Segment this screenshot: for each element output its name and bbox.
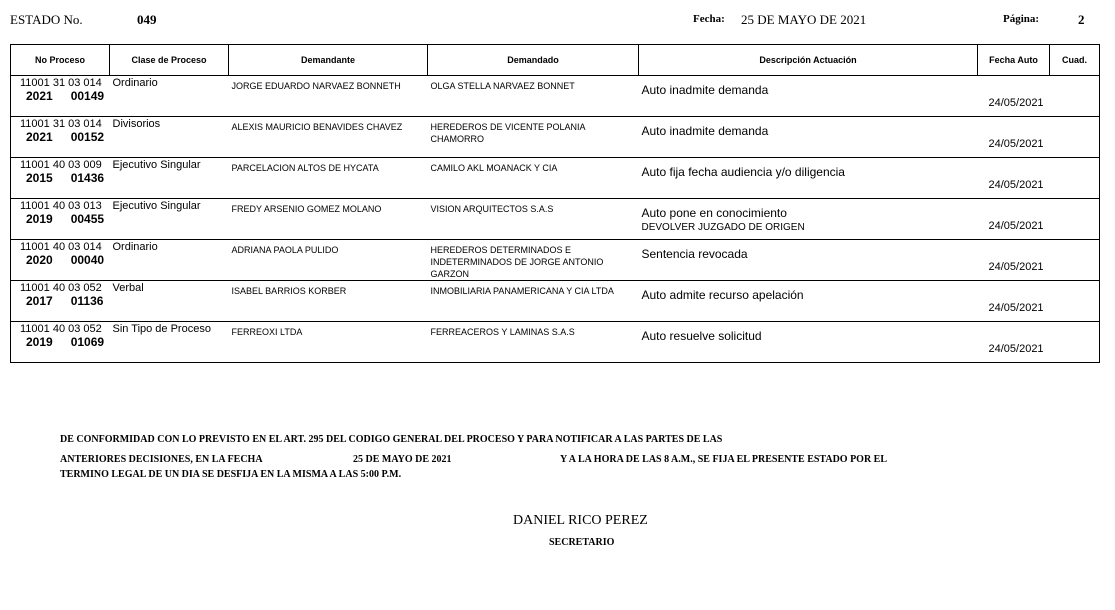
col-header-cuad: Cuad. bbox=[1050, 45, 1100, 76]
clase-text: Ordinario bbox=[112, 77, 158, 89]
demandante-text: JORGE EDUARDO NARVAEZ BONNETH bbox=[231, 81, 401, 91]
fecha-auto-text: 24/05/2021 bbox=[988, 261, 1044, 273]
proceso-number: 00152 bbox=[70, 130, 105, 144]
notice-line-2a: ANTERIORES DECISIONES, EN LA FECHA bbox=[60, 454, 263, 465]
demandado-text: HEREDEROS DETERMINADOS E INDETERMINADOS DE JORGE ANTONIO GARZON bbox=[430, 245, 604, 279]
notice-line-2c: Y A LA HORA DE LAS 8 A.M., SE FIJA EL PRESENTE ESTADO POR EL bbox=[560, 454, 888, 465]
proceso-year: 2019 bbox=[26, 335, 53, 349]
cuad-cell bbox=[1050, 158, 1100, 199]
cuad-cell bbox=[1050, 76, 1100, 117]
col-header-fecha-auto: Fecha Auto bbox=[978, 45, 1050, 76]
demandante-cell bbox=[229, 240, 428, 281]
table-row bbox=[11, 322, 1100, 363]
proceso-code: 11001 31 03 014 bbox=[20, 118, 102, 130]
clase-cell bbox=[110, 281, 229, 322]
proceso-number: 01436 bbox=[70, 171, 105, 185]
demandado-text: VISION ARQUITECTOS S.A.S bbox=[430, 204, 554, 214]
demandado-cell bbox=[428, 117, 639, 158]
demandante-text: PARCELACION ALTOS DE HYCATA bbox=[231, 163, 379, 173]
estado-label: ESTADO No. bbox=[10, 12, 83, 27]
fecha-auto-cell bbox=[978, 281, 1050, 322]
clase-cell bbox=[110, 199, 229, 240]
demandado-cell bbox=[428, 76, 639, 117]
proceso-year: 2019 bbox=[26, 212, 53, 226]
cuad-cell bbox=[1050, 240, 1100, 281]
demandado-text: INMOBILIARIA PANAMERICANA Y CIA LTDA bbox=[430, 286, 614, 296]
demandado-text: HEREDEROS DE VICENTE POLANIA CHAMORRO bbox=[430, 122, 586, 144]
signature-title: SECRETARIO bbox=[549, 537, 615, 548]
table-header-row bbox=[11, 45, 1100, 76]
col-header-demandado: Demandado bbox=[428, 45, 639, 76]
cuad-cell bbox=[1050, 281, 1100, 322]
proceso-year: 2020 bbox=[26, 253, 53, 267]
descripcion-text: Auto fija fecha audiencia y/o diligencia bbox=[641, 165, 845, 179]
descripcion-text: Auto admite recurso apelación bbox=[641, 288, 804, 302]
demandado-text: FERREACEROS Y LAMINAS S.A.S bbox=[430, 327, 575, 337]
table-row bbox=[11, 281, 1100, 322]
demandante-text: ADRIANA PAOLA PULIDO bbox=[231, 245, 339, 255]
clase-cell bbox=[110, 322, 229, 363]
descripcion-cell bbox=[639, 117, 978, 158]
demandado-cell bbox=[428, 158, 639, 199]
proceso-cell bbox=[11, 322, 110, 363]
fecha-auto-cell bbox=[978, 158, 1050, 199]
fecha-value: 25 DE MAYO DE 2021 bbox=[741, 12, 867, 27]
fecha-auto-cell bbox=[978, 322, 1050, 363]
demandante-text: FERREOXI LTDA bbox=[231, 327, 303, 337]
descripcion-text: Auto inadmite demanda bbox=[641, 83, 769, 97]
proceso-number: 01136 bbox=[70, 294, 104, 308]
demandante-cell bbox=[229, 76, 428, 117]
proceso-code: 11001 40 03 013 bbox=[20, 200, 102, 212]
descripcion-cell bbox=[639, 76, 978, 117]
notice-line-3: TERMINO LEGAL DE UN DIA SE DESFIJA EN LA MISMA A LAS 5:00 P.M. bbox=[60, 469, 402, 480]
clase-text: Divisorios bbox=[112, 118, 161, 130]
demandante-cell bbox=[229, 117, 428, 158]
notice-date: 25 DE MAYO DE 2021 bbox=[353, 454, 452, 465]
proceso-cell bbox=[11, 199, 110, 240]
cuad-cell bbox=[1050, 117, 1100, 158]
proceso-number: 01069 bbox=[70, 335, 105, 349]
proceso-number: 00455 bbox=[70, 212, 105, 226]
fecha-auto-text: 24/05/2021 bbox=[988, 343, 1044, 355]
proceso-year: 2021 bbox=[26, 130, 53, 144]
descripcion-cell bbox=[639, 281, 978, 322]
proceso-code: 11001 31 03 014 bbox=[20, 77, 102, 89]
pagina-number: 2 bbox=[1078, 12, 1085, 27]
fecha-auto-text: 24/05/2021 bbox=[988, 138, 1044, 150]
proceso-code: 11001 40 03 009 bbox=[20, 159, 102, 171]
proceso-cell bbox=[11, 240, 110, 281]
descripcion-text: Auto pone en conocimiento bbox=[641, 206, 787, 220]
demandante-text: ISABEL BARRIOS KORBER bbox=[231, 286, 347, 296]
demandante-cell bbox=[229, 199, 428, 240]
clase-text: Ejecutivo Singular bbox=[112, 200, 201, 212]
clase-text: Sin Tipo de Proceso bbox=[112, 323, 211, 335]
table-row bbox=[11, 158, 1100, 199]
fecha-auto-cell bbox=[978, 76, 1050, 117]
demandado-text: CAMILO AKL MOANACK Y CIA bbox=[430, 163, 558, 173]
cuad-cell bbox=[1050, 322, 1100, 363]
descripcion-text: Sentencia revocada bbox=[641, 247, 748, 261]
proceso-number: 00149 bbox=[70, 89, 105, 103]
descripcion-cell bbox=[639, 199, 978, 240]
fecha-auto-cell bbox=[978, 199, 1050, 240]
fecha-auto-cell bbox=[978, 117, 1050, 158]
descripcion-cell bbox=[639, 158, 978, 199]
clase-cell bbox=[110, 76, 229, 117]
proceso-code: 11001 40 03 052 bbox=[20, 323, 102, 335]
demandado-cell bbox=[428, 322, 639, 363]
table-row bbox=[11, 240, 1100, 281]
fecha-auto-text: 24/05/2021 bbox=[988, 220, 1044, 232]
descripcion-cell bbox=[639, 240, 978, 281]
proceso-number: 00040 bbox=[70, 253, 105, 267]
clase-text: Verbal bbox=[112, 282, 144, 294]
proceso-cell bbox=[11, 281, 110, 322]
fecha-auto-text: 24/05/2021 bbox=[988, 97, 1044, 109]
demandante-text: FREDY ARSENIO GOMEZ MOLANO bbox=[231, 204, 382, 214]
proceso-cell bbox=[11, 76, 110, 117]
notice-line-1: DE CONFORMIDAD CON LO PREVISTO EN EL ART. 295 DEL CODIGO GENERAL DEL PROCESO Y PARA NOTIFICAR A LAS PARTES DE LAS bbox=[60, 434, 723, 445]
fecha-auto-text: 24/05/2021 bbox=[988, 302, 1044, 314]
demandante-cell bbox=[229, 322, 428, 363]
fecha-auto-cell bbox=[978, 240, 1050, 281]
estado-table bbox=[10, 44, 1100, 363]
proceso-year: 2021 bbox=[26, 89, 53, 103]
fecha-label: Fecha: bbox=[693, 13, 725, 25]
demandado-cell bbox=[428, 199, 639, 240]
proceso-year: 2017 bbox=[26, 294, 53, 308]
signature-name: DANIEL RICO PEREZ bbox=[513, 513, 648, 528]
cuad-cell bbox=[1050, 199, 1100, 240]
table-row bbox=[11, 199, 1100, 240]
clase-cell bbox=[110, 240, 229, 281]
clase-cell bbox=[110, 117, 229, 158]
demandante-text: ALEXIS MAURICIO BENAVIDES CHAVEZ bbox=[231, 122, 403, 132]
proceso-code: 11001 40 03 014 bbox=[20, 241, 102, 253]
table-row bbox=[11, 76, 1100, 117]
descripcion-cell bbox=[639, 322, 978, 363]
descripcion-text: Auto resuelve solicitud bbox=[641, 329, 762, 343]
demandado-text: OLGA STELLA NARVAEZ BONNET bbox=[430, 81, 575, 91]
demandante-cell bbox=[229, 158, 428, 199]
descripcion-note: DEVOLVER JUZGADO DE ORIGEN bbox=[641, 222, 805, 233]
descripcion-text: Auto inadmite demanda bbox=[641, 124, 769, 138]
proceso-year: 2015 bbox=[26, 171, 53, 185]
col-header-clase: Clase de Proceso bbox=[110, 45, 229, 76]
proceso-cell bbox=[11, 158, 110, 199]
col-header-descripcion: Descripción Actuación bbox=[639, 45, 978, 76]
demandante-cell bbox=[229, 281, 428, 322]
clase-text: Ordinario bbox=[112, 241, 158, 253]
clase-text: Ejecutivo Singular bbox=[112, 159, 201, 171]
proceso-cell bbox=[11, 117, 110, 158]
demandado-cell bbox=[428, 240, 639, 281]
col-header-proceso: No Proceso bbox=[11, 45, 110, 76]
fecha-auto-text: 24/05/2021 bbox=[988, 179, 1044, 191]
clase-cell bbox=[110, 158, 229, 199]
demandado-cell bbox=[428, 281, 639, 322]
pagina-label: Página: bbox=[1003, 13, 1040, 25]
proceso-code: 11001 40 03 052 bbox=[20, 282, 102, 294]
table-row bbox=[11, 117, 1100, 158]
estado-number: 049 bbox=[137, 12, 157, 27]
col-header-demandante: Demandante bbox=[229, 45, 428, 76]
